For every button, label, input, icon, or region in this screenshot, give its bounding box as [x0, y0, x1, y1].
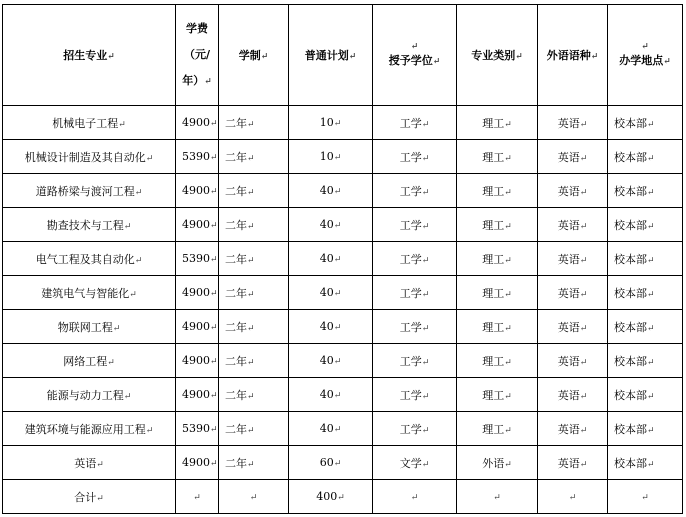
cell-location: 校本部↵ [608, 174, 683, 208]
cell-category: 理工↵ [457, 208, 538, 242]
total-cell-major: 合计↵ [3, 480, 176, 514]
cell-major: 建筑环境与能源应用工程↵ [3, 412, 176, 446]
table-row [3, 310, 683, 344]
header-plan: 普通计划↵ [289, 5, 373, 106]
cell-location: 校本部↵ [608, 140, 683, 174]
cell-duration: 二年↵ [219, 446, 289, 480]
cell-degree: 文学↵ [373, 446, 457, 480]
cell-plan: 40↵ [289, 242, 373, 276]
cell-duration: 二年↵ [219, 174, 289, 208]
cell-location: 校本部↵ [608, 446, 683, 480]
total-cell-degree: ↵ [373, 480, 457, 514]
cell-category: 理工↵ [457, 242, 538, 276]
cell-degree: 工学↵ [373, 310, 457, 344]
cell-location: 校本部↵ [608, 276, 683, 310]
table-row [3, 412, 683, 446]
cell-fee: 4900↵ [176, 174, 219, 208]
cell-location: 校本部↵ [608, 378, 683, 412]
cell-category: 外语↵ [457, 446, 538, 480]
cell-plan: 40↵ [289, 174, 373, 208]
cell-category: 理工↵ [457, 412, 538, 446]
table-row [3, 140, 683, 174]
header-degree: ↵ 授予学位↵ [373, 5, 457, 106]
cell-duration: 二年↵ [219, 140, 289, 174]
cell-degree: 工学↵ [373, 106, 457, 140]
cell-location: 校本部↵ [608, 208, 683, 242]
table-row [3, 276, 683, 310]
cell-plan: 10↵ [289, 140, 373, 174]
cell-degree: 工学↵ [373, 242, 457, 276]
cell-language: 英语↵ [538, 140, 608, 174]
table-row [3, 378, 683, 412]
cell-language: 英语↵ [538, 242, 608, 276]
cell-degree: 工学↵ [373, 378, 457, 412]
total-cell-language: ↵ [538, 480, 608, 514]
cell-plan: 40↵ [289, 378, 373, 412]
cell-duration: 二年↵ [219, 412, 289, 446]
cell-language: 英语↵ [538, 412, 608, 446]
cell-language: 英语↵ [538, 174, 608, 208]
cell-language: 英语↵ [538, 276, 608, 310]
cell-fee: 4900↵ [176, 310, 219, 344]
cell-fee: 4900↵ [176, 276, 219, 310]
cell-category: 理工↵ [457, 174, 538, 208]
cell-plan: 40↵ [289, 412, 373, 446]
cell-duration: 二年↵ [219, 242, 289, 276]
header-major: 招生专业↵ [3, 5, 176, 106]
cell-plan: 60↵ [289, 446, 373, 480]
cell-degree: 工学↵ [373, 344, 457, 378]
table-row [3, 208, 683, 242]
table-row [3, 174, 683, 208]
table-row [3, 344, 683, 378]
total-cell-category: ↵ [457, 480, 538, 514]
cell-location: 校本部↵ [608, 106, 683, 140]
cell-fee: 4900↵ [176, 378, 219, 412]
header-duration: 学制↵ [219, 5, 289, 106]
cell-fee: 4900↵ [176, 446, 219, 480]
cell-major: 道路桥梁与渡河工程↵ [3, 174, 176, 208]
cell-major: 英语↵ [3, 446, 176, 480]
table-row [3, 242, 683, 276]
cell-plan: 40↵ [289, 310, 373, 344]
cell-category: 理工↵ [457, 140, 538, 174]
cell-duration: 二年↵ [219, 378, 289, 412]
cell-location: 校本部↵ [608, 412, 683, 446]
cell-duration: 二年↵ [219, 276, 289, 310]
cell-language: 英语↵ [538, 310, 608, 344]
cell-degree: 工学↵ [373, 276, 457, 310]
cell-fee: 5390↵ [176, 140, 219, 174]
header-row [3, 5, 683, 106]
cell-degree: 工学↵ [373, 140, 457, 174]
cell-major: 勘查技术与工程↵ [3, 208, 176, 242]
cell-duration: 二年↵ [219, 106, 289, 140]
cell-major: 能源与动力工程↵ [3, 378, 176, 412]
cell-duration: 二年↵ [219, 208, 289, 242]
total-cell-fee: ↵ [176, 480, 219, 514]
header-category: 专业类别↵ [457, 5, 538, 106]
cell-category: 理工↵ [457, 344, 538, 378]
admissions-table [2, 4, 683, 514]
cell-plan: 40↵ [289, 276, 373, 310]
header-location: ↵ 办学地点↵ [608, 5, 683, 106]
table-row [3, 106, 683, 140]
header-fee: 学费 （元/ 年）↵ [176, 5, 219, 106]
cell-duration: 二年↵ [219, 344, 289, 378]
cell-category: 理工↵ [457, 106, 538, 140]
cell-fee: 4900↵ [176, 208, 219, 242]
cell-category: 理工↵ [457, 378, 538, 412]
cell-location: 校本部↵ [608, 242, 683, 276]
cell-fee: 4900↵ [176, 106, 219, 140]
cell-major: 机械电子工程↵ [3, 106, 176, 140]
cell-plan: 40↵ [289, 208, 373, 242]
cell-language: 英语↵ [538, 344, 608, 378]
cell-location: 校本部↵ [608, 344, 683, 378]
cell-major: 电气工程及其自动化↵ [3, 242, 176, 276]
cell-major: 物联网工程↵ [3, 310, 176, 344]
cell-language: 英语↵ [538, 208, 608, 242]
cell-language: 英语↵ [538, 446, 608, 480]
cell-fee: 4900↵ [176, 344, 219, 378]
total-cell-duration: ↵ [219, 480, 289, 514]
cell-major: 建筑电气与智能化↵ [3, 276, 176, 310]
header-language: 外语语种↵ [538, 5, 608, 106]
cell-major: 网络工程↵ [3, 344, 176, 378]
cell-fee: 5390↵ [176, 412, 219, 446]
cell-fee: 5390↵ [176, 242, 219, 276]
cell-degree: 工学↵ [373, 412, 457, 446]
cell-degree: 工学↵ [373, 208, 457, 242]
cell-plan: 10↵ [289, 106, 373, 140]
cell-location: 校本部↵ [608, 310, 683, 344]
cell-language: 英语↵ [538, 378, 608, 412]
total-cell-location: ↵ [608, 480, 683, 514]
cell-category: 理工↵ [457, 276, 538, 310]
total-row [3, 480, 683, 514]
cell-major: 机械设计制造及其自动化↵ [3, 140, 176, 174]
cell-degree: 工学↵ [373, 174, 457, 208]
cell-language: 英语↵ [538, 106, 608, 140]
total-cell-plan: 400↵ [289, 480, 373, 514]
cell-plan: 40↵ [289, 344, 373, 378]
table-row [3, 446, 683, 480]
cell-duration: 二年↵ [219, 310, 289, 344]
cell-category: 理工↵ [457, 310, 538, 344]
